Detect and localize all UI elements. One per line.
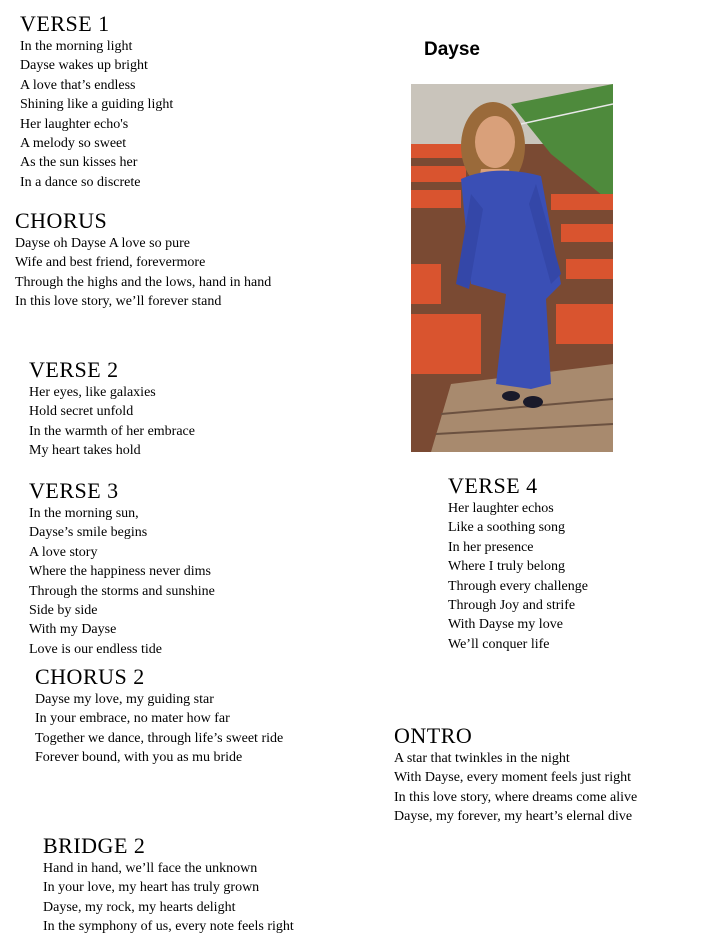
lyric-line: With Dayse, every moment feels just right xyxy=(394,770,631,786)
lyric-line: We’ll conquer life xyxy=(448,636,550,652)
lyric-line: As the sun kisses her xyxy=(20,155,138,171)
lyric-line: Dayse, my rock, my hearts delight xyxy=(43,899,236,915)
lyric-line: In your love, my heart has truly grown xyxy=(43,880,260,896)
lyric-line: My heart takes hold xyxy=(29,443,141,459)
lyric-line: Through the storms and sunshine xyxy=(29,583,215,599)
section-ontro xyxy=(394,723,637,827)
lyric-line: In your embrace, no mater how far xyxy=(35,711,230,727)
lyric-line: Through Joy and strife xyxy=(448,598,576,614)
lyric-line: Dayse wakes up bright xyxy=(20,58,148,74)
page-title: Dayse xyxy=(424,39,480,60)
section-chorus-2 xyxy=(35,664,283,768)
section-heading: BRIDGE 2 xyxy=(43,833,146,858)
photo-woman-icon xyxy=(411,84,613,452)
section-heading: VERSE 2 xyxy=(29,357,119,382)
lyric-line: Where I truly belong xyxy=(448,559,566,575)
lyric-line: Hold secret unfold xyxy=(29,404,134,420)
lyric-line: In her presence xyxy=(448,539,534,555)
section-verse-3 xyxy=(29,478,215,659)
section-heading: VERSE 3 xyxy=(29,478,119,503)
lyric-line: With Dayse my love xyxy=(448,617,563,633)
lyric-line: Dayse my love, my guiding star xyxy=(35,692,214,707)
section-heading: CHORUS 2 xyxy=(35,664,145,689)
lyric-line: Her laughter echo's xyxy=(20,116,129,132)
lyric-line: In the warmth of her embrace xyxy=(29,423,195,439)
section-heading: VERSE 1 xyxy=(20,11,110,36)
lyric-line: In this love story, we’ll forever stand xyxy=(15,294,222,310)
lyric-line: Her laughter echos xyxy=(448,501,554,516)
section-verse-2 xyxy=(29,357,195,461)
section-heading: VERSE 4 xyxy=(448,473,538,498)
lyric-line: A melody so sweet xyxy=(20,136,127,152)
lyric-line: Shining like a guiding light xyxy=(20,97,174,113)
lyric-line: Dayse’s smile begins xyxy=(29,525,148,541)
lyric-line: Where the happiness never dims xyxy=(29,564,211,580)
photo-woman-blue-dress xyxy=(411,84,613,452)
lyric-line: Through every challenge xyxy=(448,578,588,594)
section-bridge-2 xyxy=(43,833,294,937)
lyric-line: In the symphony of us, every note feels right xyxy=(43,919,294,935)
section-chorus xyxy=(15,208,271,312)
section-verse-4 xyxy=(448,473,588,654)
section-heading: ONTRO xyxy=(394,723,473,748)
section-verse-1 xyxy=(20,11,173,192)
lyric-line: Side by side xyxy=(29,603,98,619)
lyric-line: A star that twinkles in the night xyxy=(394,751,570,766)
lyric-line: Love is our endless tide xyxy=(29,641,162,657)
lyric-line: Her eyes, like galaxies xyxy=(29,385,156,400)
lyric-line: In the morning light xyxy=(20,39,133,54)
lyric-line: In this love story, where dreams come alive xyxy=(394,789,638,805)
lyric-line: Hand in hand, we’ll face the unknown xyxy=(43,861,258,876)
lyric-line: Forever bound, with you as mu bride xyxy=(35,750,243,766)
lyric-line: Wife and best friend, forevermore xyxy=(15,255,206,271)
lyric-line: In the morning sun, xyxy=(29,506,139,521)
lyric-line: A love story xyxy=(29,544,98,560)
lyric-line: Through the highs and the lows, hand in hand xyxy=(15,274,272,290)
lyric-line: In a dance so discrete xyxy=(20,174,141,190)
lyric-line: Dayse oh Dayse A love so pure xyxy=(15,236,190,251)
lyric-line: Together we dance, through life’s sweet ride xyxy=(35,730,284,746)
lyric-line: Like a soothing song xyxy=(448,520,566,536)
lyric-line: Dayse, my forever, my heart’s elernal dive xyxy=(394,809,633,825)
lyric-line: With my Dayse xyxy=(29,622,117,638)
lyric-line: A love that’s endless xyxy=(20,77,136,93)
section-heading: CHORUS xyxy=(15,208,108,233)
